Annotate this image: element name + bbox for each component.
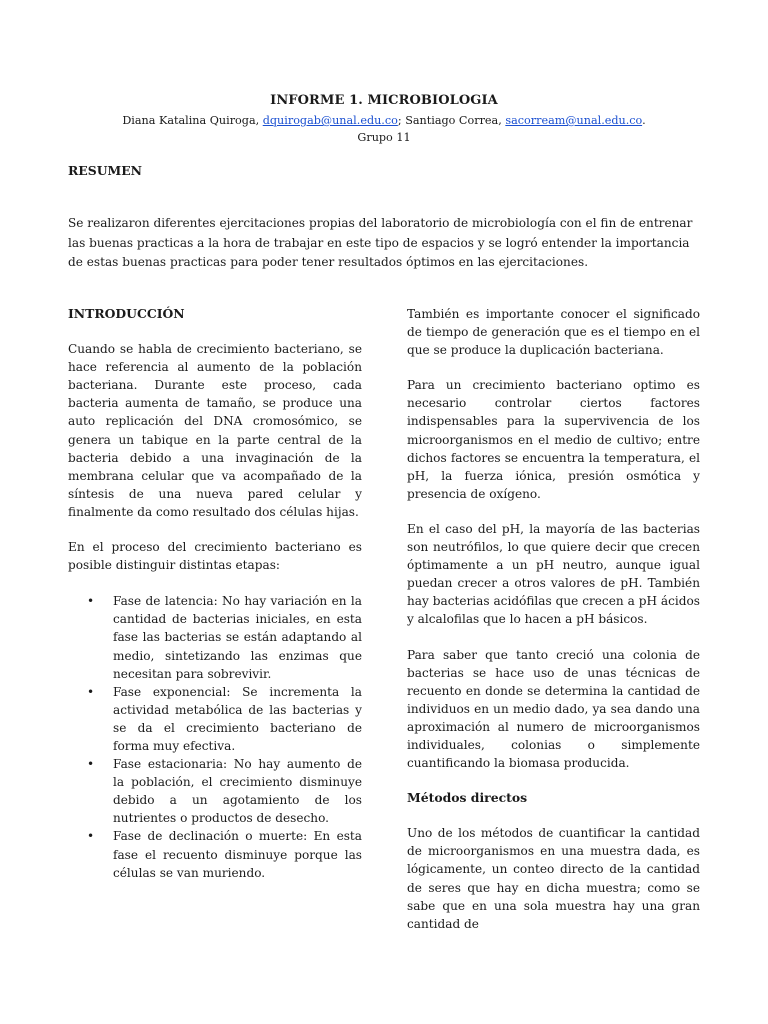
bullet-icon: •: [87, 594, 95, 609]
author-2-name: ; Santiago Correa,: [397, 114, 506, 127]
list-item: [68, 592, 362, 682]
intro-paragraph-1: Cuando se habla de crecimiento bacteriano, se hace referencia al aumento de la población bacteriana. Durante este proceso, cada bacteria aumenta de tamaño, se produce una auto replicación del DNA cromosómico, se genera un tabique en la parte central de la bacteria debido a una invaginación de la membrana celular que va acompañado de la síntesis de una nueva pared celular y finalmente da como resultado dos células hijas.: [68, 342, 362, 519]
bullet-icon: •: [87, 684, 95, 699]
growth-phases-list: [68, 592, 362, 882]
phase-text: Fase exponencial: Se incrementa la actividad metabólica de las bacterias y se da el crecimiento bacteriano de forma muy efectiva.: [113, 684, 362, 753]
bullet-icon: •: [87, 829, 95, 844]
metodos-directos-heading: Métodos directos: [407, 790, 528, 806]
author-1-name: Diana Katalina Quiroga,: [122, 114, 263, 127]
growth-factors-paragraph: Para un crecimiento bacteriano optimo es necesario controlar ciertos factores indispensables para la supervivencia de los microorganismos en el medio de cultivo; entre dichos factores se encuentra la temperatura, el pH, la fuerza iónica, presión osmótica y presencia de oxígeno.: [407, 378, 700, 501]
list-item: [68, 683, 362, 755]
generation-time-paragraph: También es importante conocer el significado de tiempo de generación que es el tiempo en el que se produce la duplicación bacteriana.: [407, 307, 700, 358]
resumen-heading: RESUMEN: [68, 163, 142, 178]
intro-paragraph-2: En el proceso del crecimiento bacteriano es posible distinguir distintas etapas:: [68, 540, 362, 573]
list-item: [68, 827, 362, 881]
group-label: Grupo 11: [357, 131, 411, 144]
intro-heading: INTRODUCCIÓN: [68, 306, 185, 321]
phase-text: Fase de latencia: No hay variación en la cantidad de bacterias iniciales, en esta fase las bacterias se están adaptando al medio, sintetizando las enzimas que necesitan para sobrevivir.: [113, 594, 362, 681]
counting-paragraph: Para saber que tanto creció una colonia de bacterias se hace uso de unas técnicas de recuento en donde se determina la cantidad de individuos en un medio dado, ya sea dando una aproximación al numero de microorganismos individuales, colonias o simplemente cuantificando la biomasa producida.: [407, 647, 700, 771]
phase-text: Fase de declinación o muerte: En esta fase el recuento disminuye porque las células se van muriendo.: [113, 829, 362, 880]
bullet-icon: •: [87, 757, 95, 772]
ph-paragraph: En el caso del pH, la mayoría de las bacterias son neutrófilos, lo que quiere decir que crecen óptimamente a un pH neutro, aunque igual puedan crecer a otros valores de pH. También hay bacterias acidófilas que crecen a pH ácidos y alcalofilas que lo hacen a pH básicos.: [407, 521, 700, 627]
email-link-2[interactable]: sacorream@unal.edu.co: [505, 114, 643, 127]
document-title: INFORME 1. MICROBIOLOGIA: [270, 93, 498, 108]
list-item: [68, 755, 362, 827]
right-column: [407, 305, 700, 933]
resumen-text: Se realizaron diferentes ejercitaciones propias del laboratorio de microbiología con el fin de entrenar las buenas practicas a la hora de trabajar en este tipo de espacios y se logró entender la importancia de estas buenas practicas para poder tener resultados óptimos en las ejercitaciones.: [68, 216, 693, 270]
phase-text: Fase estacionaria: No hay aumento de la población, el crecimiento disminuye debido a un agotamiento de los nutrientes o productos de desecho.: [113, 757, 362, 826]
left-column: [68, 305, 362, 882]
author-line: [0, 114, 768, 127]
author-line-end: .: [642, 114, 646, 127]
direct-methods-paragraph: Uno de los métodos de cuantificar la cantidad de microorganismos en una muestra dada, es lógicamente, un conteo directo de la cantidad de seres que hay en dicha muestra; como se sabe que en una sola muestra hay una gran cantidad de: [407, 826, 700, 931]
email-link-1[interactable]: dquirogab@unal.edu.co: [262, 114, 398, 127]
